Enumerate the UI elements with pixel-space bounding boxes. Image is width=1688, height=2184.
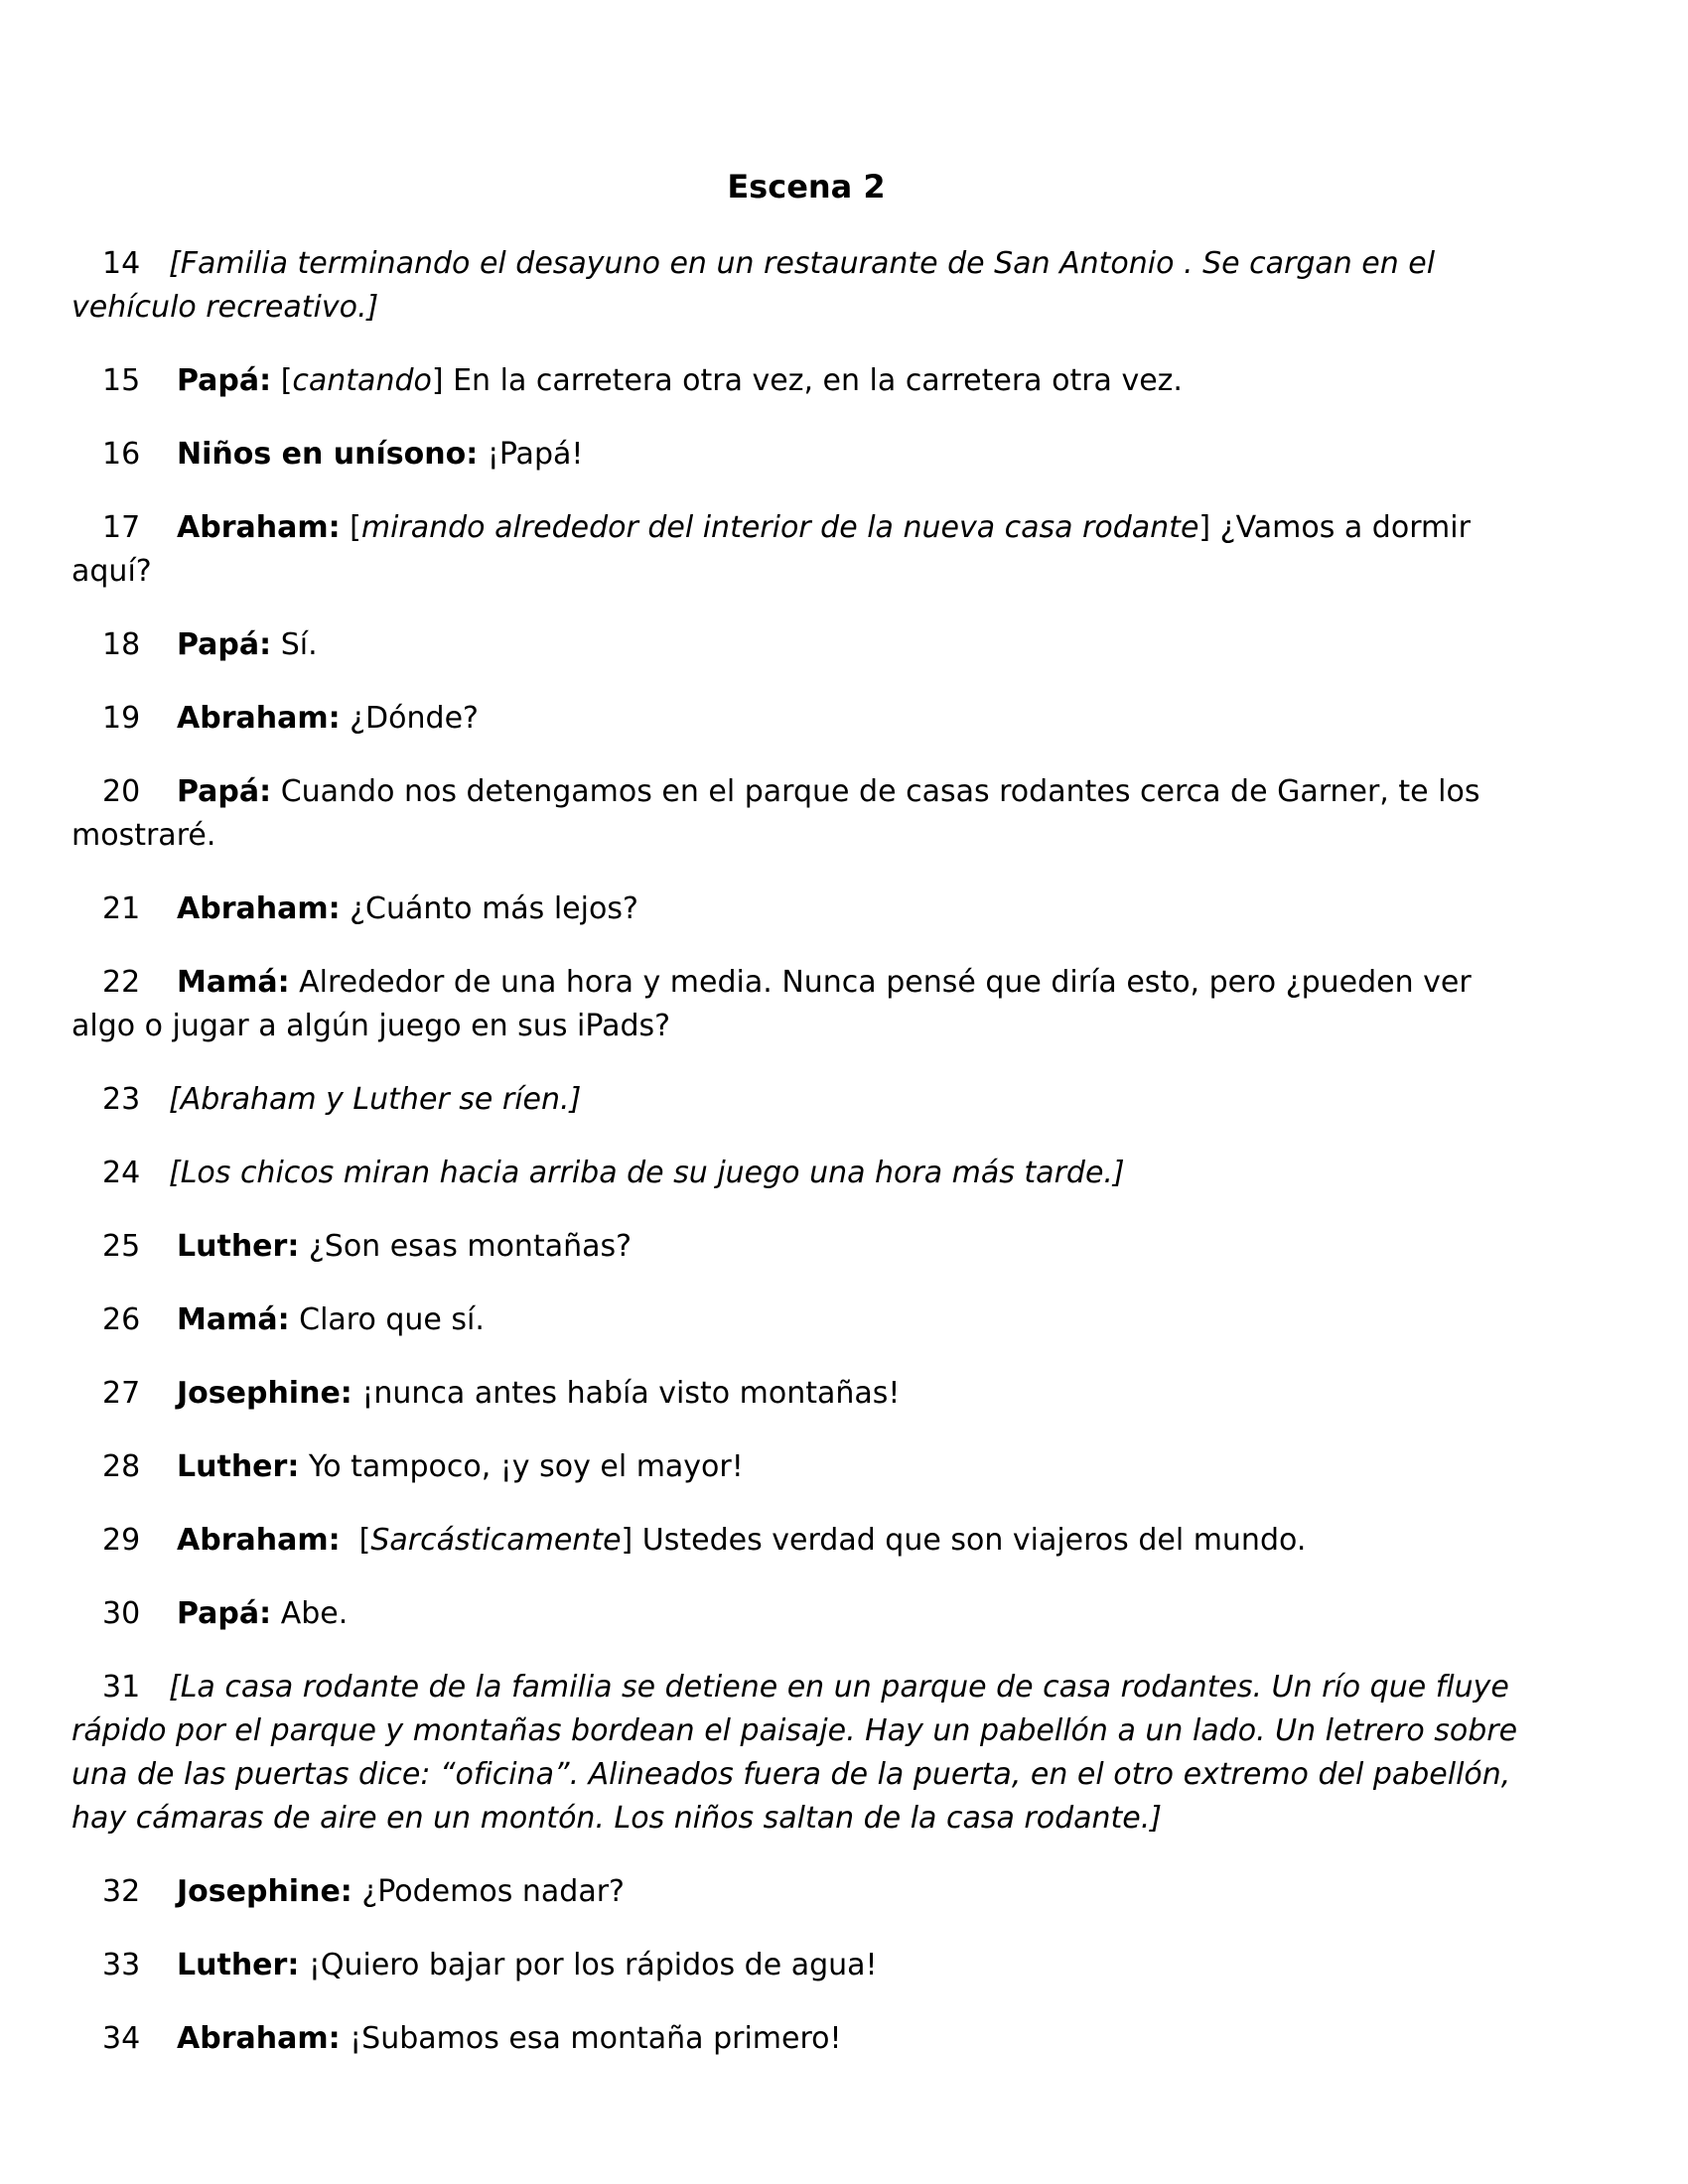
script-line-25 [71,1225,1541,1269]
line-content: [La casa rodante de la familia se detiene en un parque de casa rodantes. Un río que fluye rápido por el parque y montañas bordean el paisaje. Hay un pabellón a un lado. Un letrero sobre una de las puertas dice: “oficina”. Alineados fuera de la puerta, en el otro extremo del pabellón, hay cámaras de aire en un montón. Los niños saltan de la casa rodante.] [71,1670,1527,1836]
line-number: 19 [102,701,141,736]
line-number: 21 [102,891,141,926]
script-line-19 [71,697,1541,741]
line-content: Mamá: Claro que sí. [177,1302,485,1337]
script-line-30 [71,1592,1541,1636]
script-line-16 [71,433,1541,477]
script-line-23 [71,1078,1541,1122]
line-content: Papá: Cuando nos detengamos en el parque de casas rodantes cerca de Garner, te los mostraré. [71,774,1490,853]
line-content: Abraham: [mirando alrededor del interior de la nueva casa rodante] ¿Vamos a dormir aquí? [71,510,1480,589]
line-number: 16 [102,437,141,472]
line-number: 27 [102,1376,141,1411]
line-number: 17 [102,510,141,545]
line-content: Mamá: Alrededor de una hora y media. Nunca pensé que diría esto, pero ¿pueden ver algo o jugar a algún juego en sus iPads? [71,965,1481,1043]
script-line-33 [71,1944,1541,1987]
script-line-32 [71,1870,1541,1914]
line-number: 28 [102,1449,141,1484]
script-line-27 [71,1372,1541,1416]
line-content: Josephine: ¡nunca antes había visto montañas! [177,1376,901,1411]
line-number: 32 [102,1874,141,1909]
line-content: Papá: Abe. [177,1596,349,1631]
line-number: 34 [102,2021,141,2056]
line-number: 33 [102,1948,141,1982]
script-line-17 [71,506,1541,594]
line-content: Papá: Sí. [177,627,318,662]
line-number: 22 [102,965,141,1000]
script-line-20 [71,770,1541,858]
line-content: Josephine: ¿Podemos nadar? [177,1874,625,1909]
script-line-22 [71,961,1541,1048]
document-title: Escena 2 [727,168,886,205]
line-number: 15 [102,363,141,398]
line-number: 18 [102,627,141,662]
script-line-15 [71,359,1541,403]
script-line-26 [71,1298,1541,1342]
line-number: 25 [102,1229,141,1264]
script-line-31 [71,1666,1541,1841]
script-line-14 [71,242,1541,330]
line-content: Luther: ¡Quiero bajar por los rápidos de agua! [177,1948,878,1982]
line-number: 24 [102,1156,141,1190]
line-content: Niños en unísono: ¡Papá! [177,437,584,472]
line-content: Abraham: ¡Subamos esa montaña primero! [177,2021,842,2056]
line-content: Luther: ¿Son esas montañas? [177,1229,633,1264]
script-line-29 [71,1519,1541,1563]
line-content: Abraham: ¿Cuánto más lejos? [177,891,638,926]
line-number: 14 [102,246,141,281]
line-content: Abraham: ¿Dónde? [177,701,479,736]
script-line-21 [71,887,1541,931]
script-lines [71,242,1541,2061]
line-number: 30 [102,1596,141,1631]
script-line-24 [71,1152,1541,1195]
script-line-34 [71,2017,1541,2061]
line-number: 23 [102,1082,141,1117]
line-number: 29 [102,1523,141,1558]
script-line-18 [71,623,1541,667]
line-content: Luther: Yo tampoco, ¡y soy el mayor! [177,1449,744,1484]
line-content: Abraham: [Sarcásticamente] Ustedes verdad que son viajeros del mundo. [177,1523,1307,1558]
line-content: [Familia terminando el desayuno en un restaurante de San Antonio . Se cargan en el vehículo recreativo.] [71,246,1445,325]
line-number: 26 [102,1302,141,1337]
line-number: 20 [102,774,141,809]
line-number: 31 [102,1670,141,1705]
line-content: [Abraham y Luther se ríen.] [169,1082,582,1117]
line-content: Papá: [cantando] En la carretera otra vez, en la carretera otra vez. [177,363,1183,398]
line-content: [Los chicos miran hacia arriba de su juego una hora más tarde.] [169,1156,1125,1190]
script-line-28 [71,1445,1541,1489]
